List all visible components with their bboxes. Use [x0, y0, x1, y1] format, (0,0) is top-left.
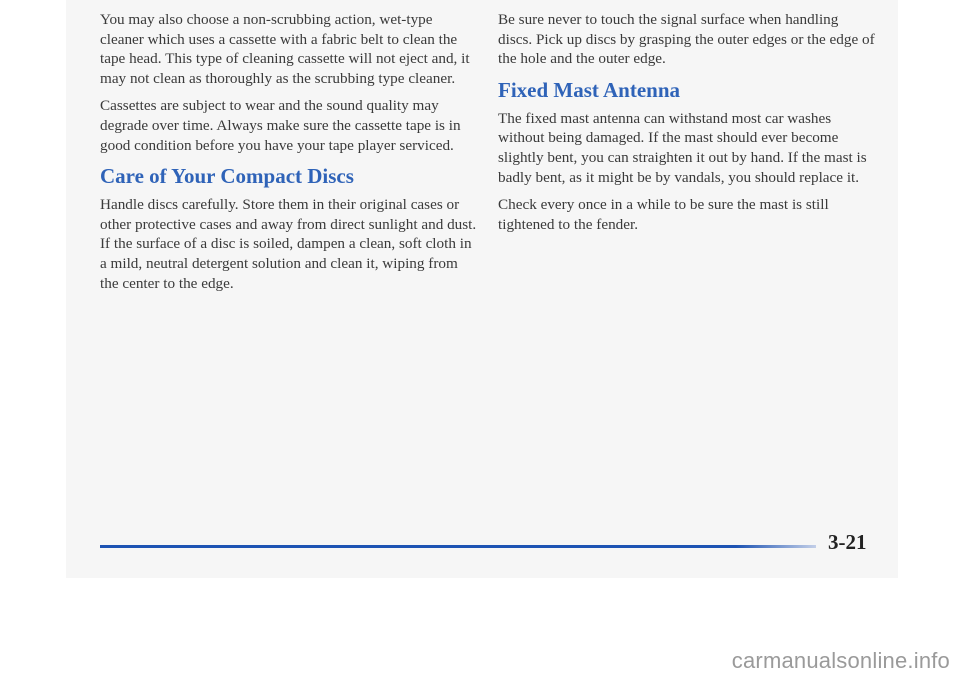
heading-compact-discs: Care of Your Compact Discs [100, 164, 354, 189]
watermark-text: carmanualsonline.info [731, 648, 950, 673]
left-column [100, 10, 478, 301]
left-paragraph-cassettes: Cassettes are subject to wear and the sound quality may degrade over time. Always make sure the cassette tape is in good condition before you have your tape player serviced. [100, 97, 461, 154]
right-paragraph-signal-surface: Be sure never to touch the signal surface when handling discs. Pick up discs by grasping the outer edges or the edge of the hole and the outer edge. [498, 11, 875, 68]
page-number: 3-21 [828, 530, 867, 554]
footer-rule [100, 545, 816, 548]
left-paragraph-cleaner: You may also choose a non-scrubbing action, wet-type cleaner which uses a cassette with a fabric belt to clean the tape head. This type of cleaning cassette will not eject and, it may not clean as thoroughly as the scrubbing type cleaner. [100, 11, 470, 87]
left-paragraph-handle-discs: Handle discs carefully. Store them in their original cases or other protective cases and away from direct sunlight and dust. If the surface of a disc is soiled, dampen a clean, soft cloth in a mild, neutral detergent solution and clean it, wiping from the center to the edge. [100, 196, 477, 292]
heading-fixed-mast-antenna: Fixed Mast Antenna [498, 77, 681, 102]
right-column [498, 10, 876, 242]
right-paragraph-check-mast: Check every once in a while to be sure the mast is still tightened to the fender. [498, 196, 829, 233]
right-paragraph-mast-antenna: The fixed mast antenna can withstand most car washes without being damaged. If the mast should ever become slightly bent, you can straighten it out by hand. If the mast is badly bent, as it might be by vandals, you should replace it. [498, 109, 867, 186]
